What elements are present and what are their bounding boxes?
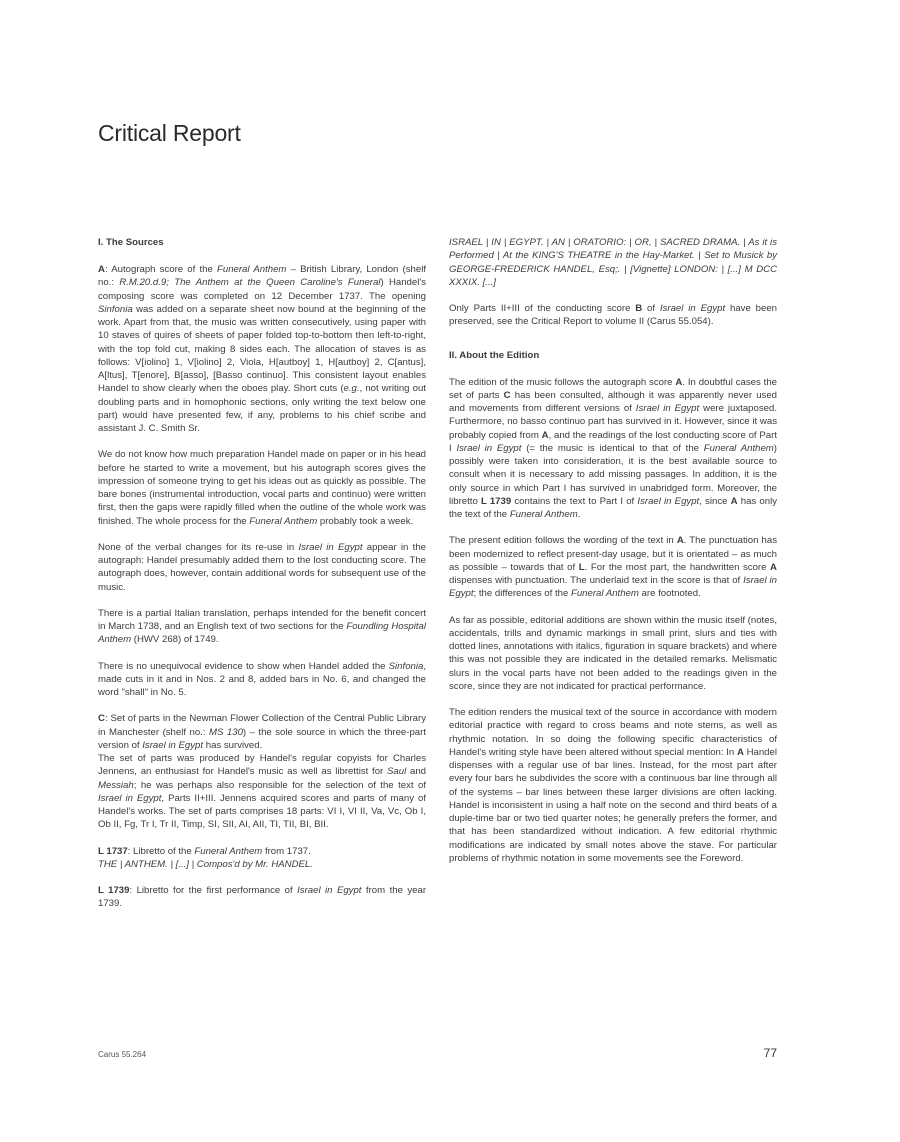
l1739-title-text: ISRAEL | IN | EGYPT. | AN | ORATORIO: | OR, | SACRED DRAMA. | As it is Performed | At the KING'S THEATRE in the Hay-Market. | Set to Musick by GEORGE-FREDERICK HANDEL, Esq;. | [Vignette] LONDON: | [...] M DCC XXXIX. [...] bbox=[449, 237, 777, 288]
source-a-paragraph-4: There is a partial Italian translation, perhaps intended for the benefit concert in March 1738, and an English text of two sections for the Foundling Hospital Anthem (HWV 268) of 1749. bbox=[98, 607, 426, 646]
section-heading-edition: II. About the Edition bbox=[449, 349, 540, 361]
page-number: 77 bbox=[763, 1046, 777, 1060]
source-a-paragraph-5: There is no unequivocal evidence to show when Handel added the Sinfonia, made cuts in it and in Nos. 2 and 8, added bars in No. 6, and changed the word "shall" in No. 5. bbox=[98, 660, 426, 698]
source-c-paragraph-1: C: Set of parts in the Newman Flower Collection of the Central Public Library in Manchester (shelf no.: MS 130) – the sole source in which the three-part version of Israel in Egypt has survived. bbox=[98, 713, 426, 751]
edition-paragraph-2: The present edition follows the wording of the text in A. The punctuation has been modernized to reflect present-day usage, but it is orientated – as much as possible – towards that of L. For the most part, the handwritten score A dispenses with punctuation. The underlaid text in the score is that of Israel in Egypt; the differences of the Funeral Anthem are footnoted. bbox=[449, 535, 777, 600]
right-column bbox=[449, 236, 777, 878]
footer-catalog-number: Carus 55.264 bbox=[98, 1050, 147, 1059]
left-column bbox=[98, 236, 426, 924]
edition-paragraph-4: The edition renders the musical text of the source in accordance with modern editorial practice with regard to cross beams and note stems, as well as rhythmic notation. In so doing the following specific characteristics of Handel's writing style have been altered without special mention: In A Handel dispenses with a regular use of bar lines. Instead, for the most part after every four bars he subdivides the score with a continuous bar line through all of the systems – bar lines between these larger divisions are often lacking. Handel is inconsistent in using a half note on the second and third beats of a duple-time bar or two tied quarter notes; he generally prefers the former, and that has been standardized without indication. A few editorial rhythmic modifications are indicated by small notes above the stave. For particular problems of rhythmic notation in some movements see the Foreword. bbox=[449, 707, 777, 864]
source-l1737-paragraph: L 1737: Libretto of the Funeral Anthem from 1737. THE | ANTHEM. | [...] | Compos'd by Mr. HANDEL. bbox=[98, 845, 313, 870]
source-a-paragraph-3: None of the verbal changes for its re-use in Israel in Egypt appear in the autograph: Handel presumably added them to the lost conducting score. The autograph does, however, contain additional words for subsequent use of the music. bbox=[98, 541, 426, 593]
page-title: Critical Report bbox=[98, 120, 241, 146]
edition-paragraph-1: The edition of the music follows the autograph score A. In doubtful cases the set of parts C has been consulted, although it was apparently never used and movements from different versions of Israel in Egypt were juxtaposed. Furthermore, no basso continuo part has survived in it. However, since it was probably copied from A, and the readings of the lost conducting score of Part I Israel in Egypt (= the music is identical to that of the Funeral Anthem) possibly were taken into consideration, it is the best available source to consult when it is necessary to add missing passages. In addition, it is the only source in which Part I has survived in unabridged form. Moreover, the libretto L 1739 contains the text to Part I of Israel in Egypt, since A has only the text of the Funeral Anthem. bbox=[449, 376, 778, 520]
source-l1739-paragraph: L 1739: Libretto for the first performance of Israel in Egypt from the year 1739. bbox=[98, 885, 427, 910]
source-b-paragraph: Only Parts II+III of the conducting score B of Israel in Egypt have been preserved, see the Critical Report to volume II (Carus 55.054). bbox=[449, 303, 777, 328]
section-heading-sources: I. The Sources bbox=[98, 237, 164, 248]
source-a-paragraph-2: We do not know how much preparation Handel made on paper or in his head before he started to write a movement, but his autograph scores gives the impression of someone trying to get his ideas out as quickly as possible. The bare bones (instrumental introduction, vocal parts and continuo) were written first, then the gaps were rapidly filled when the outline of the whole work was finished. The whole process for the Funeral Anthem probably took a week. bbox=[98, 449, 426, 527]
source-a-paragraph-1: A: Autograph score of the Funeral Anthem – British Library, London (shelf no.: R.M.20.d.9; The Anthem at the Queen Caroline's Funeral) Handel's composing score was completed on 12 December 1737. The opening Sinfonia was added on a separate sheet now bound at the beginning of the work. Apart from that, the music was written consecutively, using paper with 10 staves of quires of sheets of paper folded top-to-bottom then left-to-right, with the top fold cut, making 8 sides each. The allocation of staves is as follows: V[iolino] 1, V[iolino] 2, Viola, H[autboy] 1, H[autboy] 2, C[antus], A[ltus], T[enore], B[asso], [Basso continuo]. This consistent layout enables Handel to show clearly when the oboes play. Short cuts (e.g., not writing out doubling parts and in homophonic sections, only writing the text below one part) would have presented few, if any, problems to his chief scribe and assistant J. C. Smith Sr. bbox=[98, 264, 426, 434]
edition-paragraph-3: As far as possible, editorial additions are shown within the music itself (notes, accidentals, trills and dynamic markings in small print, slurs and ties with dotted lines, annotations with italics, figuration in square brackets) and where this was not possible they are indicated in the detailed remarks. Melismatic slurs in the vocal parts have not been added to the readings given in the score, since they are not indicated for practical performance. bbox=[449, 614, 777, 692]
source-c-paragraph-2: The set of parts was produced by Handel's regular copyists for Charles Jennens, an enthusiast for Handel's music as well as librettist for Saul and Messiah; he was perhaps also responsible for the selection of the text of Israel in Egypt, Parts II+III. Jennens acquired scores and parts of many of Handel's works. The set of parts comprises 18 parts: VI I, VI II, Va, Vc, Ob I, Ob II, Fg, Tr I, Tr II, Timp, SI, SII, AI, AII, TI, TII, BI, BII. bbox=[98, 753, 426, 831]
